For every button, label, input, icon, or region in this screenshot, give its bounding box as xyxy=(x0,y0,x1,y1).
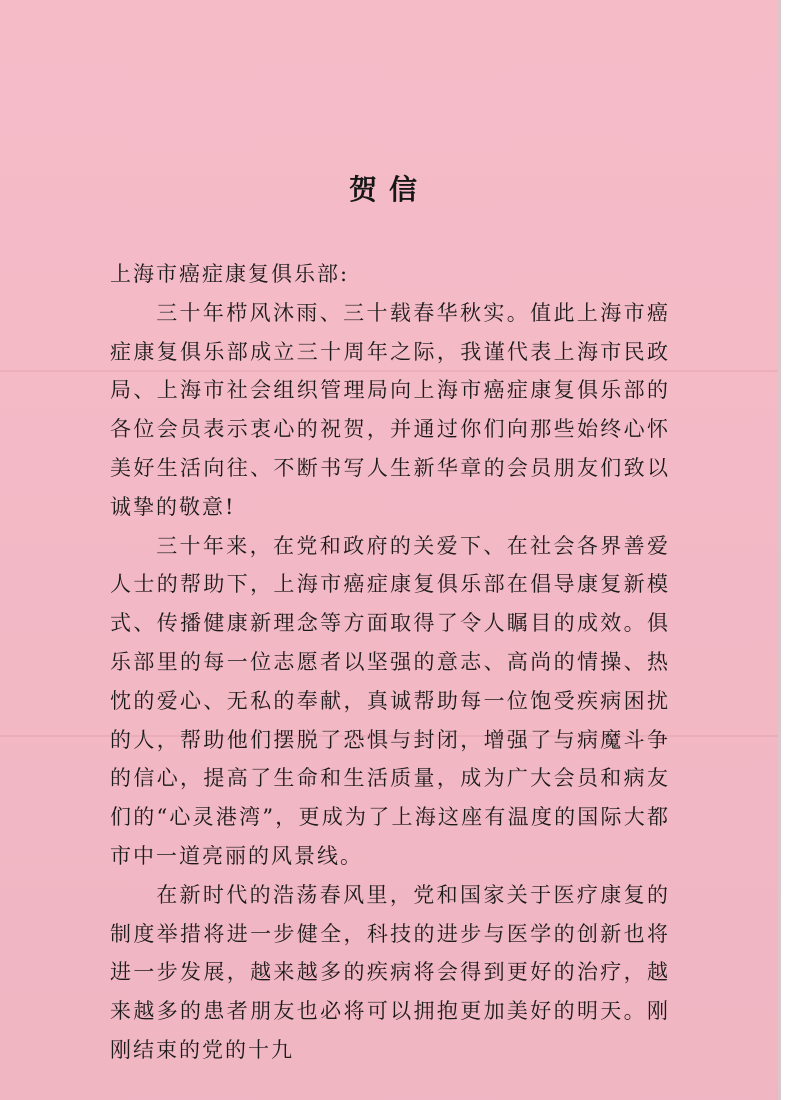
letter-title: 贺信 xyxy=(348,173,429,206)
letter-salutation: 上海市癌症康复俱乐部: xyxy=(110,262,350,286)
scanner-edge xyxy=(778,0,781,1100)
letter-paragraph-2: 三十年来，在党和政府的关爱下、在社会各界善爱人士的帮助下，上海市癌症康复俱乐部在倡导康复新模式、传播健康新理念等方面取得了令人瞩目的成效。俱乐部里的每一位志愿者以坚强的意志、高尚的情操、热忱的爱心、无私的奉献，真诚帮助每一位饱受疾病困扰的人，帮助他们摆脱了恐惧与封闭，增强了与病魔斗争的信心，提高了生命和生活质量，成为广大会员和病友们的“心灵港湾”，更成为了上海这座有温度的国际大都市中一道亮丽的风景线。 xyxy=(110,533,670,868)
letter-paragraph-1: 三十年栉风沐雨、三十载春华秋实。值此上海市癌症康复俱乐部成立三十周年之际，我谨代表上海市民政局、上海市社会组织管理局向上海市癌症康复俱乐部的各位会员表示衷心的祝贺，并通过你们向那些始终心怀美好生活向往、不断书写人生新华章的会员朋友们致以诚挚的敬意! xyxy=(110,300,670,519)
letter-paragraph-3: 在新时代的浩荡春风里，党和国家关于医疗康复的制度举措将进一步健全，科技的进步与医学的创新也将进一步发展，越来越多的疾病将会得到更好的治疗，越来越多的患者朋友也必将可以拥抱更加美好的明天。刚刚结束的党的十九 xyxy=(110,882,670,1062)
letter-body xyxy=(110,255,670,1070)
